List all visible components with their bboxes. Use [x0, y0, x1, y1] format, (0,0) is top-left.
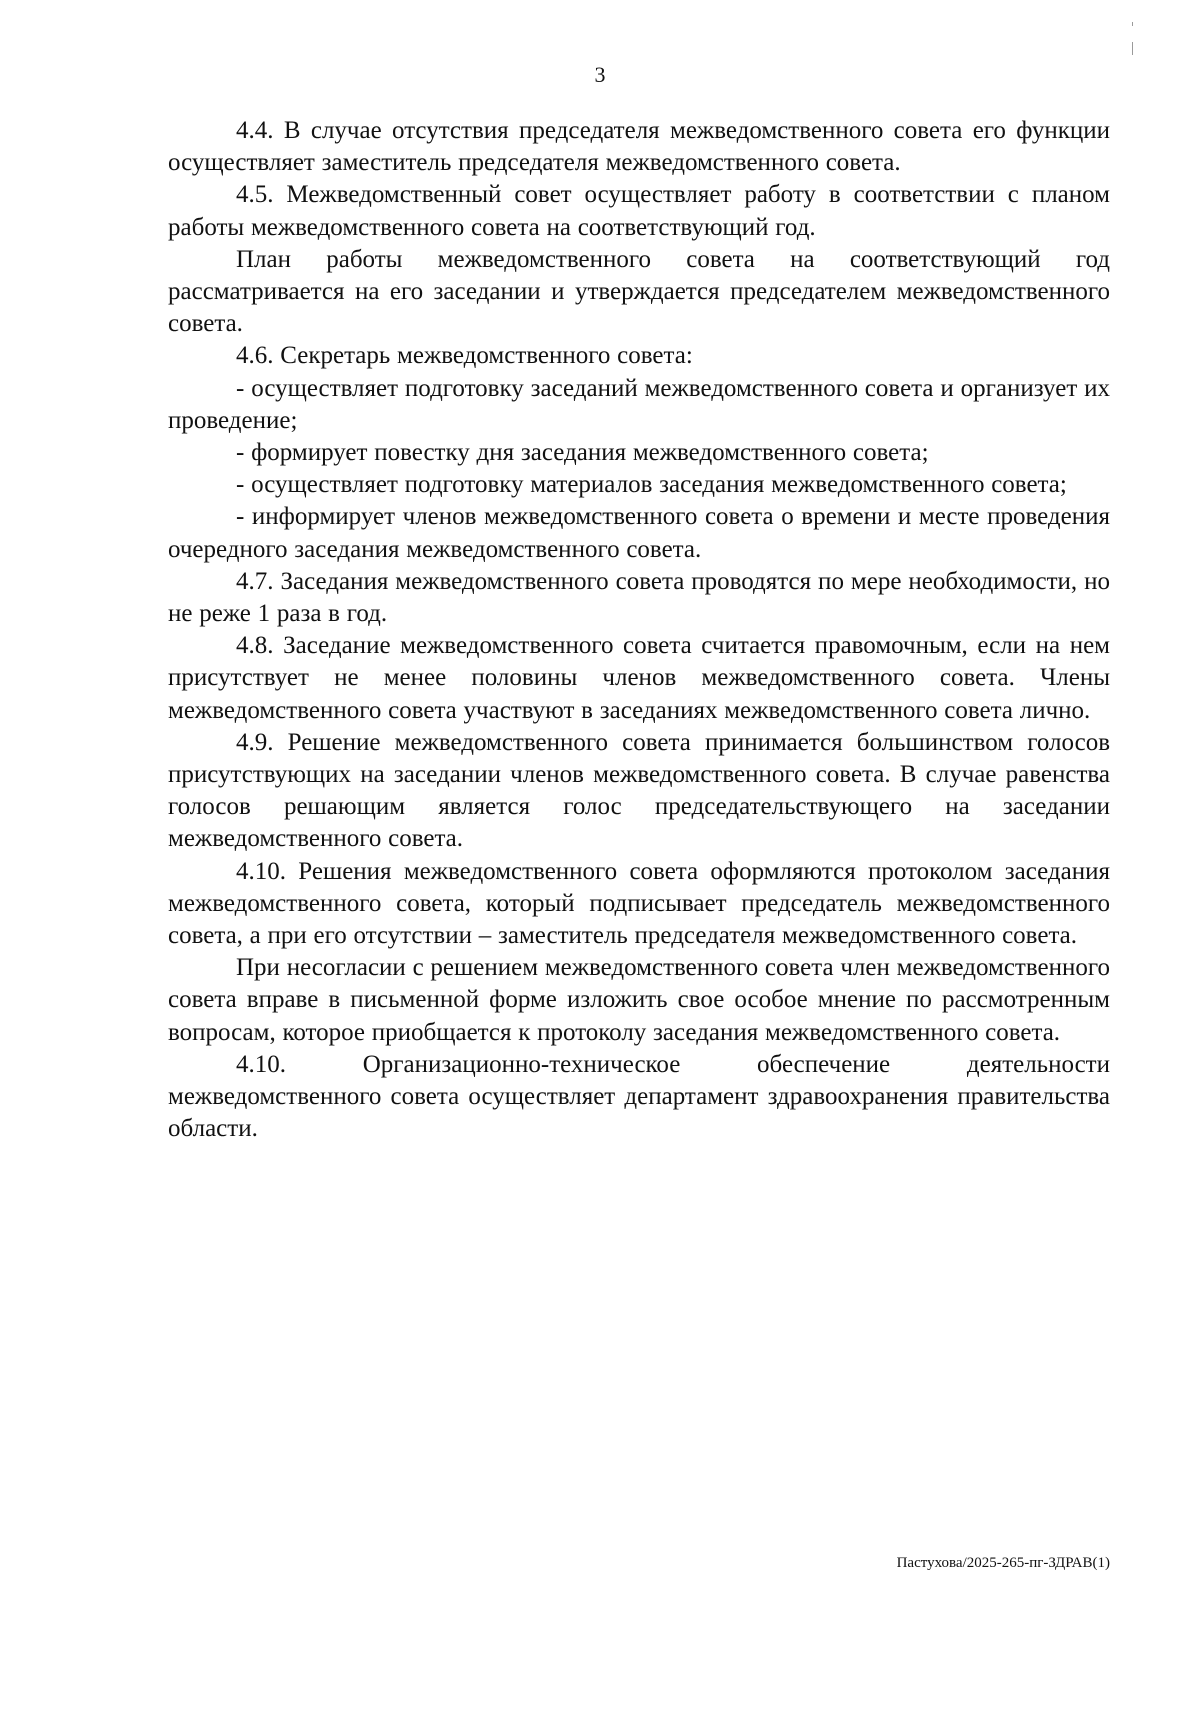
paragraph-4-5: 4.5. Межведомственный совет осуществляет работу в соответствии с планом работы межведомственного совета на соответствующий год.	[168, 181, 1110, 241]
paragraph-4-6: 4.6. Секретарь межведомственного совета:	[236, 342, 693, 370]
paragraph-4-7: 4.7. Заседания межведомственного совета проводятся по мере необходимости, но не реже 1 раза в год.	[168, 567, 1110, 628]
paragraph-4-9: 4.9. Решение межведомственного совета принимается большинством голосов присутствующих на заседании членов межведомственного совета. В случае равенства голосов решающим является голос председательствующего на заседании межведомственного совета.	[168, 728, 1110, 853]
paragraph-dissent: При несогласии с решением межведомственного совета член межведомственного совета вправе в письменной форме изложить свое особое мнение по рассмотренным вопросам, которое приобщается к протоколу заседания межведомственного совета.	[168, 954, 1110, 1046]
scan-edge-mark	[1132, 42, 1133, 55]
paragraph-work-plan: План работы межведомственного совета на соответствующий год рассматривается на его заседании и утверждается председателем межведомственного совета.	[168, 245, 1110, 338]
list-item-secretary-duty-3: - осуществляет подготовку материалов заседания межведомственного совета;	[236, 471, 1067, 499]
paragraph-4-10-support: 4.10. Организационно-техническое обеспечение деятельности межведомственного совета осуществляет департамент здравоохранения правительства области.	[168, 1050, 1110, 1143]
document-body	[168, 115, 1110, 1146]
paragraph-4-4: 4.4. В случае отсутствия председателя межведомственного совета его функции осуществляет заместитель председателя межведомственного совета.	[168, 117, 1110, 177]
paragraph-4-8: 4.8. Заседание межведомственного совета считается правомочным, если на нем присутствует не менее половины членов межведомственного совета. Члены межведомственного совета участвуют в заседаниях межведомственного совета лично.	[168, 632, 1110, 724]
scan-edge-mark	[1132, 22, 1133, 26]
list-item-secretary-duty-1: - осуществляет подготовку заседаний межведомственного совета и организует их проведение;	[168, 374, 1110, 434]
list-item-secretary-duty-2: - формирует повестку дня заседания межведомственного совета;	[236, 439, 929, 467]
list-item-secretary-duty-4: - информирует членов межведомственного совета о времени и месте проведения очередного заседания межведомственного совета.	[168, 503, 1110, 563]
paragraph-4-10-decisions: 4.10. Решения межведомственного совета оформляются протоколом заседания межведомственного совета, который подписывает председатель межведомственного совета, а при его отсутствии – заместитель председателя межведомственного совета.	[168, 857, 1110, 950]
page-number: 3	[594, 62, 606, 87]
footer-document-code: Пастухова/2025-265-пг-ЗДРАВ(1)	[896, 1555, 1110, 1571]
